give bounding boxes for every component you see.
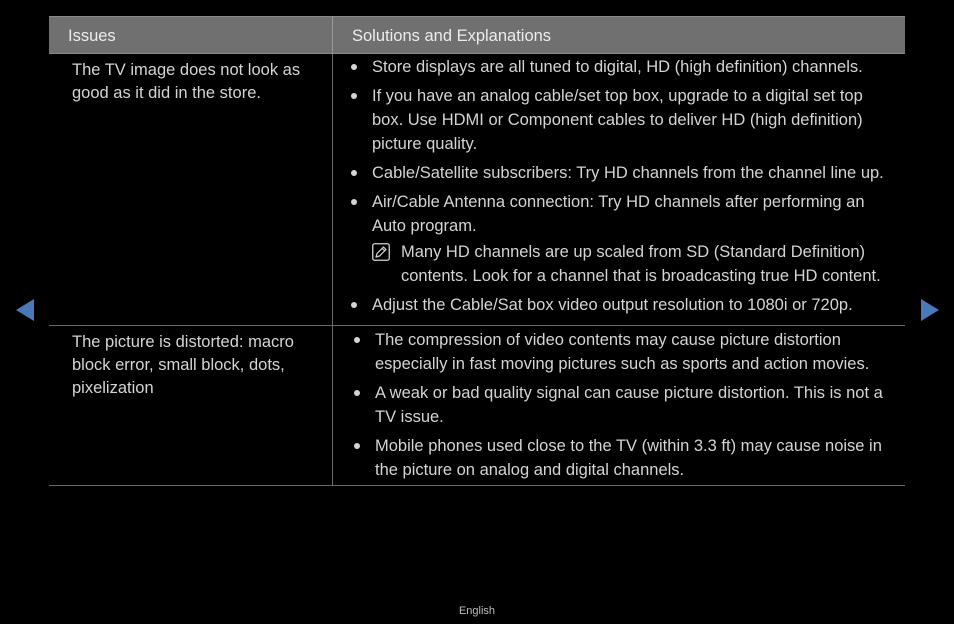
table-row	[49, 54, 905, 326]
bullet-icon	[351, 93, 357, 99]
solution-item	[354, 434, 897, 482]
solution-text: Air/Cable Antenna connection: Try HD channels after performing an Auto program.	[372, 193, 865, 235]
solution-list	[333, 326, 905, 485]
table-row	[49, 326, 905, 486]
solutions-column-header: Solutions and Explanations	[352, 27, 552, 45]
bullet-icon	[351, 302, 357, 308]
solution-item	[354, 381, 897, 429]
solution-text: The compression of video contents may cause picture distortion especially in fast moving pictures such as sports and action movies.	[375, 331, 870, 373]
triangle-right-icon[interactable]	[921, 299, 939, 321]
solution-item	[351, 293, 897, 317]
troubleshooting-table	[49, 16, 905, 486]
note-pencil-icon	[372, 243, 390, 261]
table-header	[49, 16, 905, 54]
issue-text: The picture is distorted: macro block error, small block, dots, pixelization	[49, 326, 333, 485]
solution-item	[354, 328, 897, 376]
language-label: English	[458, 605, 496, 617]
solution-text: Cable/Satellite subscribers: Try HD channels from the channel line up.	[372, 164, 884, 182]
note-item	[351, 240, 897, 288]
bullet-icon	[351, 170, 357, 176]
solution-text: Mobile phones used close to the TV (within 3.3 ft) may cause noise in the picture on analog and digital channels.	[375, 437, 882, 479]
bullet-icon	[354, 390, 360, 396]
solution-text: If you have an analog cable/set top box, upgrade to a digital set top box. Use HDMI or Component cables to deliver HD (high definition) picture quality.	[372, 87, 863, 153]
solution-text: Adjust the Cable/Sat box video output resolution to 1080i or 720p.	[372, 296, 853, 314]
issues-column-header: Issues	[49, 17, 333, 55]
triangle-left-icon[interactable]	[16, 299, 34, 321]
issue-text: The TV image does not look as good as it did in the store.	[49, 54, 333, 325]
solution-item	[351, 161, 897, 185]
bullet-icon	[351, 64, 357, 70]
bullet-icon	[351, 199, 357, 205]
solution-text: A weak or bad quality signal can cause picture distortion. This is not a TV issue.	[375, 384, 883, 426]
bullet-icon	[354, 443, 360, 449]
bullet-icon	[354, 337, 360, 343]
solution-item	[351, 190, 897, 238]
note-text: Many HD channels are up scaled from SD (Standard Definition) contents. Look for a channel that is broadcasting true HD content.	[401, 243, 881, 285]
solution-list	[333, 54, 905, 325]
solution-text: Store displays are all tuned to digital, HD (high definition) channels.	[372, 58, 863, 76]
solution-item	[351, 55, 897, 79]
solution-item	[351, 84, 897, 156]
